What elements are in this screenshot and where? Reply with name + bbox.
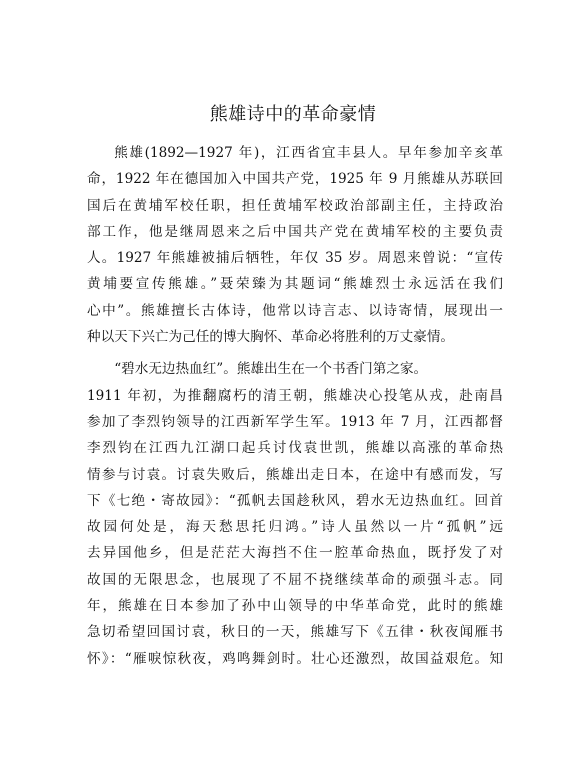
- text-line: 人。1927 年熊雄被捕后牺牲，年仅 35 岁。周恩来曾说：“宣传: [87, 250, 503, 267]
- article-title: 熊雄诗中的革命豪情: [209, 104, 377, 125]
- text-line: 熊雄(1892—1927 年)，江西省宜丰县人。早年参加辛亥革: [114, 145, 503, 161]
- text-line: 李烈钧在江西九江湖口起兵讨伐袁世凯，熊雄以高涨的革命热: [87, 440, 503, 457]
- text-line: 故国的无限思念，也展现了不屈不挠继续革命的顽强斗志。同: [87, 571, 503, 588]
- text-line: 心中”。熊雄擅长古体诗，他常以诗言志、以诗寄情，展现出一: [87, 302, 503, 319]
- text-line: 参加了李烈钧领导的江西新军学生军。1913 年 7 月，江西都督: [87, 413, 503, 430]
- text-line: 去异国他乡，但是茫茫大海挡不住一腔革命热血，既抒发了对: [87, 545, 503, 562]
- article-body: [87, 140, 503, 672]
- text-line: “碧水无边热血红”。熊雄出生在一个书香门第之家。: [114, 361, 428, 378]
- text-line: 国后在黄埔军校任职，担任黄埔军校政治部副主任，主持政治: [87, 197, 503, 214]
- text-line: 1911 年初，为推翻腐朽的清王朝，熊雄决心投笔从戎，赴南昌: [87, 387, 503, 404]
- paragraph-2: [87, 356, 503, 672]
- text-line: 下《七绝・寄故园》：“孤帆去国趁秋风，碧水无边热血红。回首: [87, 492, 503, 509]
- text-line: 急切希望回国讨袁，秋日的一天，熊雄写下《五律・秋夜闻雁书: [87, 624, 503, 641]
- text-line: 黄埔要宣传熊雄。”聂荣臻为其题词“熊雄烈士永远活在我们: [87, 276, 503, 293]
- text-line: 命，1922 年在德国加入中国共产党，1925 年 9 月熊雄从苏联回: [87, 171, 503, 188]
- text-line: 年，熊雄在日本参加了孙中山领导的中华革命党，此时的熊雄: [87, 598, 503, 615]
- paragraph-1: [87, 140, 503, 350]
- text-line: 怀》：“雁唳惊秋夜，鸡鸣舞剑时。壮心还激烈，故国益艰危。知: [87, 650, 503, 667]
- text-line: 故园何处是，海天愁思托归鸿。”诗人虽然以一片“孤帆”远: [87, 519, 503, 536]
- text-line: 部工作，他是继周恩来之后中国共产党在黄埔军校的主要负责: [87, 223, 503, 240]
- text-line: 情参与讨袁。讨袁失败后，熊雄出走日本，在途中有感而发，写: [87, 466, 503, 483]
- text-line: 种以天下兴亡为己任的博大胸怀、革命必将胜利的万丈豪情。: [87, 329, 455, 346]
